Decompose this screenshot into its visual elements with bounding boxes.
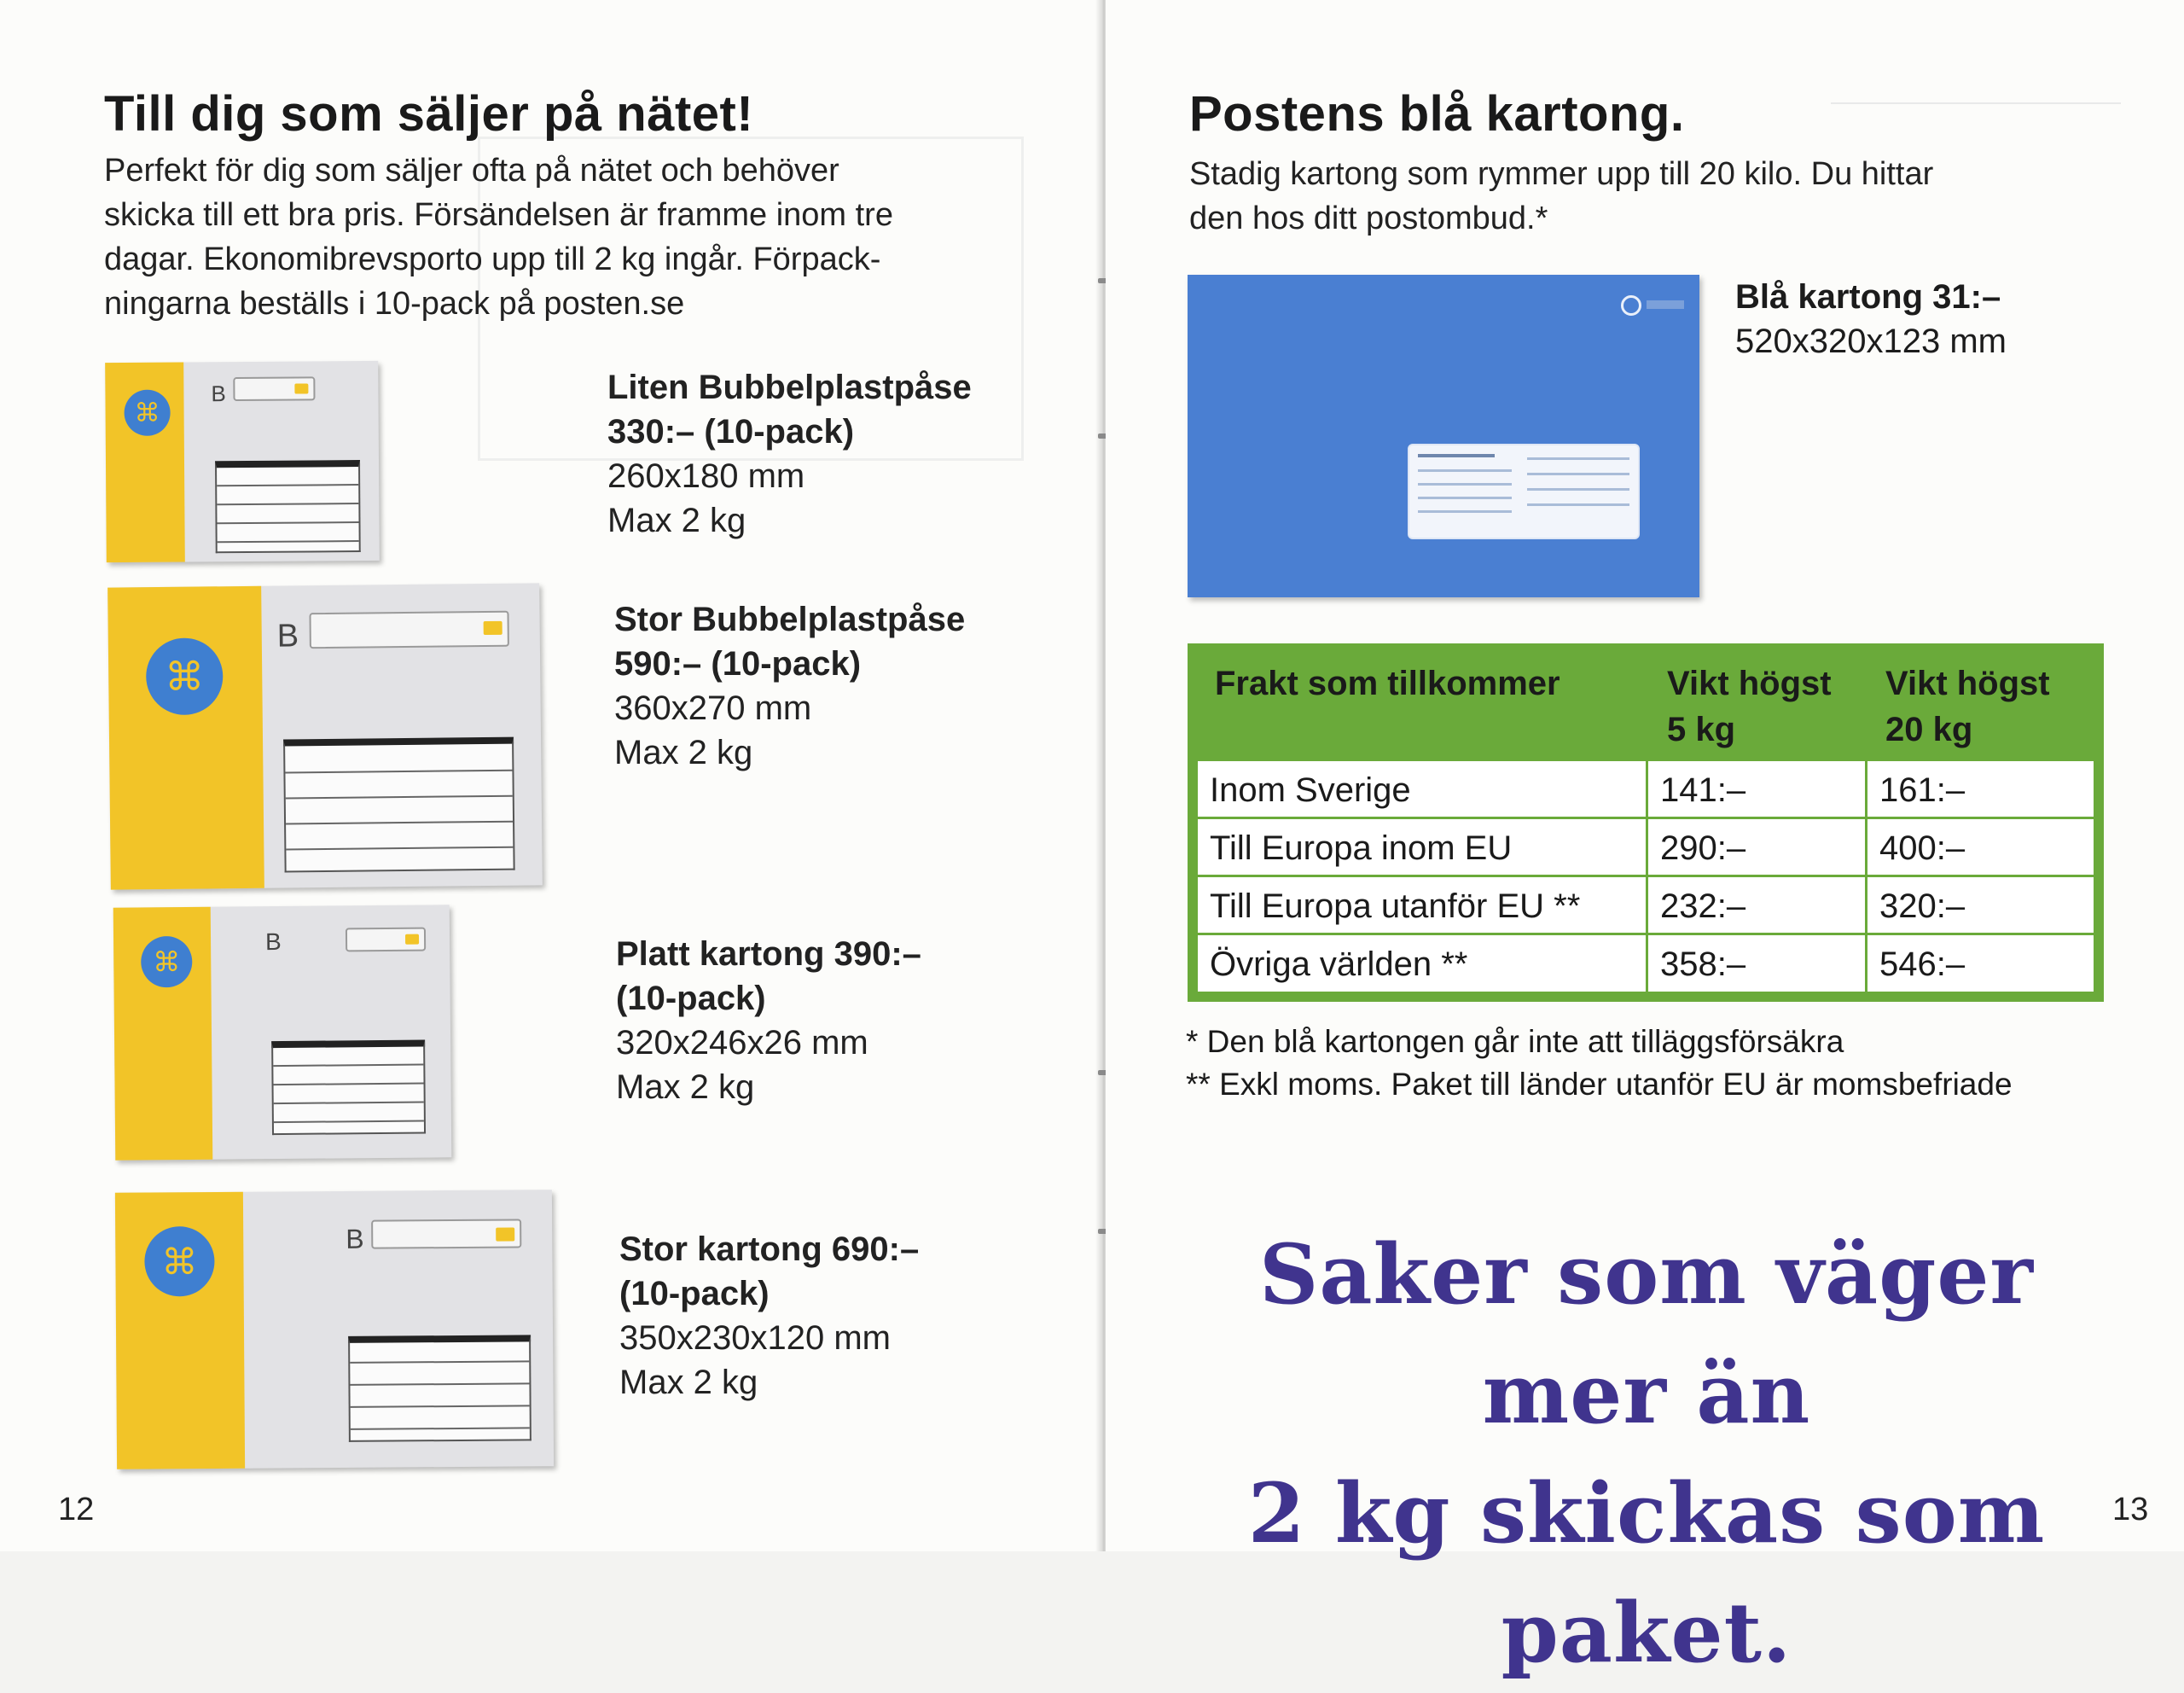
page-number: 12 — [58, 1492, 95, 1527]
envelope-b-mark: B — [264, 928, 282, 956]
table-cell: Inom Sverige — [1198, 761, 1648, 817]
table-row — [1198, 819, 2094, 877]
table-cell: 546:– — [1879, 945, 1966, 983]
posthorn-logo-icon — [1621, 295, 1641, 316]
product-price: 330:– (10-pack) — [607, 413, 855, 451]
intro-text — [1189, 152, 1933, 241]
product-price: (10-pack) — [619, 1275, 770, 1312]
product-name: Stor kartong 690:– — [619, 1230, 920, 1268]
product-name: Liten Bubbelplastpåse — [607, 369, 972, 406]
header-line: 5 kg — [1667, 711, 1736, 748]
envelope-b-mark: B — [276, 618, 299, 655]
intro-line: dagar. Ekonomibrevsporto upp till 2 kg ingår. Förpack- — [104, 241, 881, 277]
envelope-b-mark: B — [211, 381, 226, 407]
table-cell: Till Europa utanför EU ** — [1198, 877, 1648, 934]
header-line: Vikt högst — [1885, 665, 2050, 702]
product-name: Stor Bubbelplastpåse — [614, 601, 966, 638]
column-header-destination — [1215, 660, 1560, 707]
intro-line: Stadig kartong som rymmer upp till 20 kilo. Du hittar — [1189, 156, 1934, 192]
table-cell: 232:– — [1648, 877, 1867, 934]
intro-line: den hos ditt postombud.* — [1189, 201, 1548, 236]
product-large-carton — [619, 1227, 919, 1405]
intro-text — [104, 148, 893, 326]
page-title: Postens blå kartong. — [1189, 86, 1685, 142]
product-size: 260x180 mm — [607, 457, 805, 495]
posthorn-logo-icon: ⌘ — [144, 1226, 215, 1297]
column-header-20kg — [1885, 660, 2050, 753]
table-header — [1188, 643, 2104, 765]
blue-carton-caption — [1735, 275, 2007, 364]
shipping-price-table — [1188, 643, 2104, 1002]
page-title: Till dig som säljer på nätet! — [104, 86, 754, 142]
product-size: 520x320x123 mm — [1735, 323, 2007, 360]
box-print-strip — [1647, 300, 1684, 309]
table-cell: 141:– — [1648, 761, 1867, 817]
table-cell: 320:– — [1879, 887, 1966, 925]
product-name: Blå kartong 31:– — [1735, 278, 2001, 316]
envelope-stamp-area — [371, 1219, 521, 1248]
footnote-insurance: * Den blå kartongen går inte att tilläggsförsäkra — [1186, 1024, 1844, 1059]
left-page — [0, 0, 1101, 1551]
table-row — [1198, 877, 2094, 935]
product-name: Platt kartong 390:– — [616, 935, 921, 973]
table-row — [1198, 935, 2094, 993]
address-window — [283, 737, 515, 873]
intro-line: skicka till ett bra pris. Försändelsen är framme inom tre — [104, 197, 893, 233]
table-cell: 358:– — [1648, 935, 1867, 992]
address-window — [271, 1040, 426, 1136]
envelope-stamp-area — [346, 928, 426, 952]
address-window — [215, 460, 361, 553]
intro-line: ningarna beställs i 10-pack på posten.se — [104, 286, 685, 322]
intro-line: Perfekt för dig som säljer ofta på nätet och behöver — [104, 153, 839, 189]
product-size: 360x270 mm — [614, 689, 812, 727]
product-max-weight: Max 2 kg — [614, 734, 753, 771]
table-cell: 290:– — [1648, 819, 1867, 876]
slogan-line: 2 kg skickas som paket. — [1247, 1465, 2046, 1681]
address-window — [348, 1335, 531, 1441]
envelope-stamp-area — [309, 611, 508, 649]
table-body — [1198, 761, 2094, 992]
shipping-label — [1408, 444, 1640, 539]
posthorn-logo-icon: ⌘ — [141, 936, 193, 988]
product-flat-carton — [616, 932, 921, 1109]
table-cell: Övriga världen ** — [1198, 935, 1648, 992]
header-line: Frakt som tillkommer — [1215, 665, 1560, 702]
product-size: 320x246x26 mm — [616, 1024, 868, 1062]
footnote-vat: ** Exkl moms. Paket till länder utanför EU är momsbefriade — [1186, 1067, 2013, 1102]
table-cell: 161:– — [1879, 771, 1966, 809]
table-cell: 400:– — [1879, 829, 1966, 867]
page-number: 13 — [2112, 1492, 2149, 1527]
blue-carton-image — [1188, 275, 1699, 597]
large-carton-image — [115, 1190, 554, 1469]
product-size: 350x230x120 mm — [619, 1319, 891, 1357]
product-max-weight: Max 2 kg — [619, 1364, 758, 1401]
product-max-weight: Max 2 kg — [616, 1068, 755, 1106]
product-small-bubble-bag — [607, 365, 972, 543]
bleed-through-text — [810, 77, 823, 130]
envelope-stamp-area — [233, 376, 315, 401]
product-large-bubble-bag — [614, 597, 965, 775]
product-max-weight: Max 2 kg — [607, 502, 746, 539]
header-line: 20 kg — [1885, 711, 1973, 748]
small-bubble-bag-image — [105, 361, 380, 562]
slogan — [1169, 1215, 2124, 1693]
product-price: (10-pack) — [616, 980, 766, 1017]
product-price: 590:– (10-pack) — [614, 645, 862, 683]
flat-carton-image — [113, 905, 452, 1160]
table-row — [1198, 761, 2094, 819]
table-cell: Till Europa inom EU — [1198, 819, 1648, 876]
slogan-line: Saker som väger mer än — [1259, 1226, 2034, 1442]
column-header-5kg — [1667, 660, 1832, 753]
posthorn-logo-icon: ⌘ — [146, 637, 224, 715]
large-bubble-bag-image — [107, 583, 543, 889]
bleed-through-line — [1831, 102, 2121, 104]
header-line: Vikt högst — [1667, 665, 1832, 702]
envelope-b-mark: B — [346, 1223, 364, 1254]
posthorn-logo-icon: ⌘ — [124, 390, 170, 436]
